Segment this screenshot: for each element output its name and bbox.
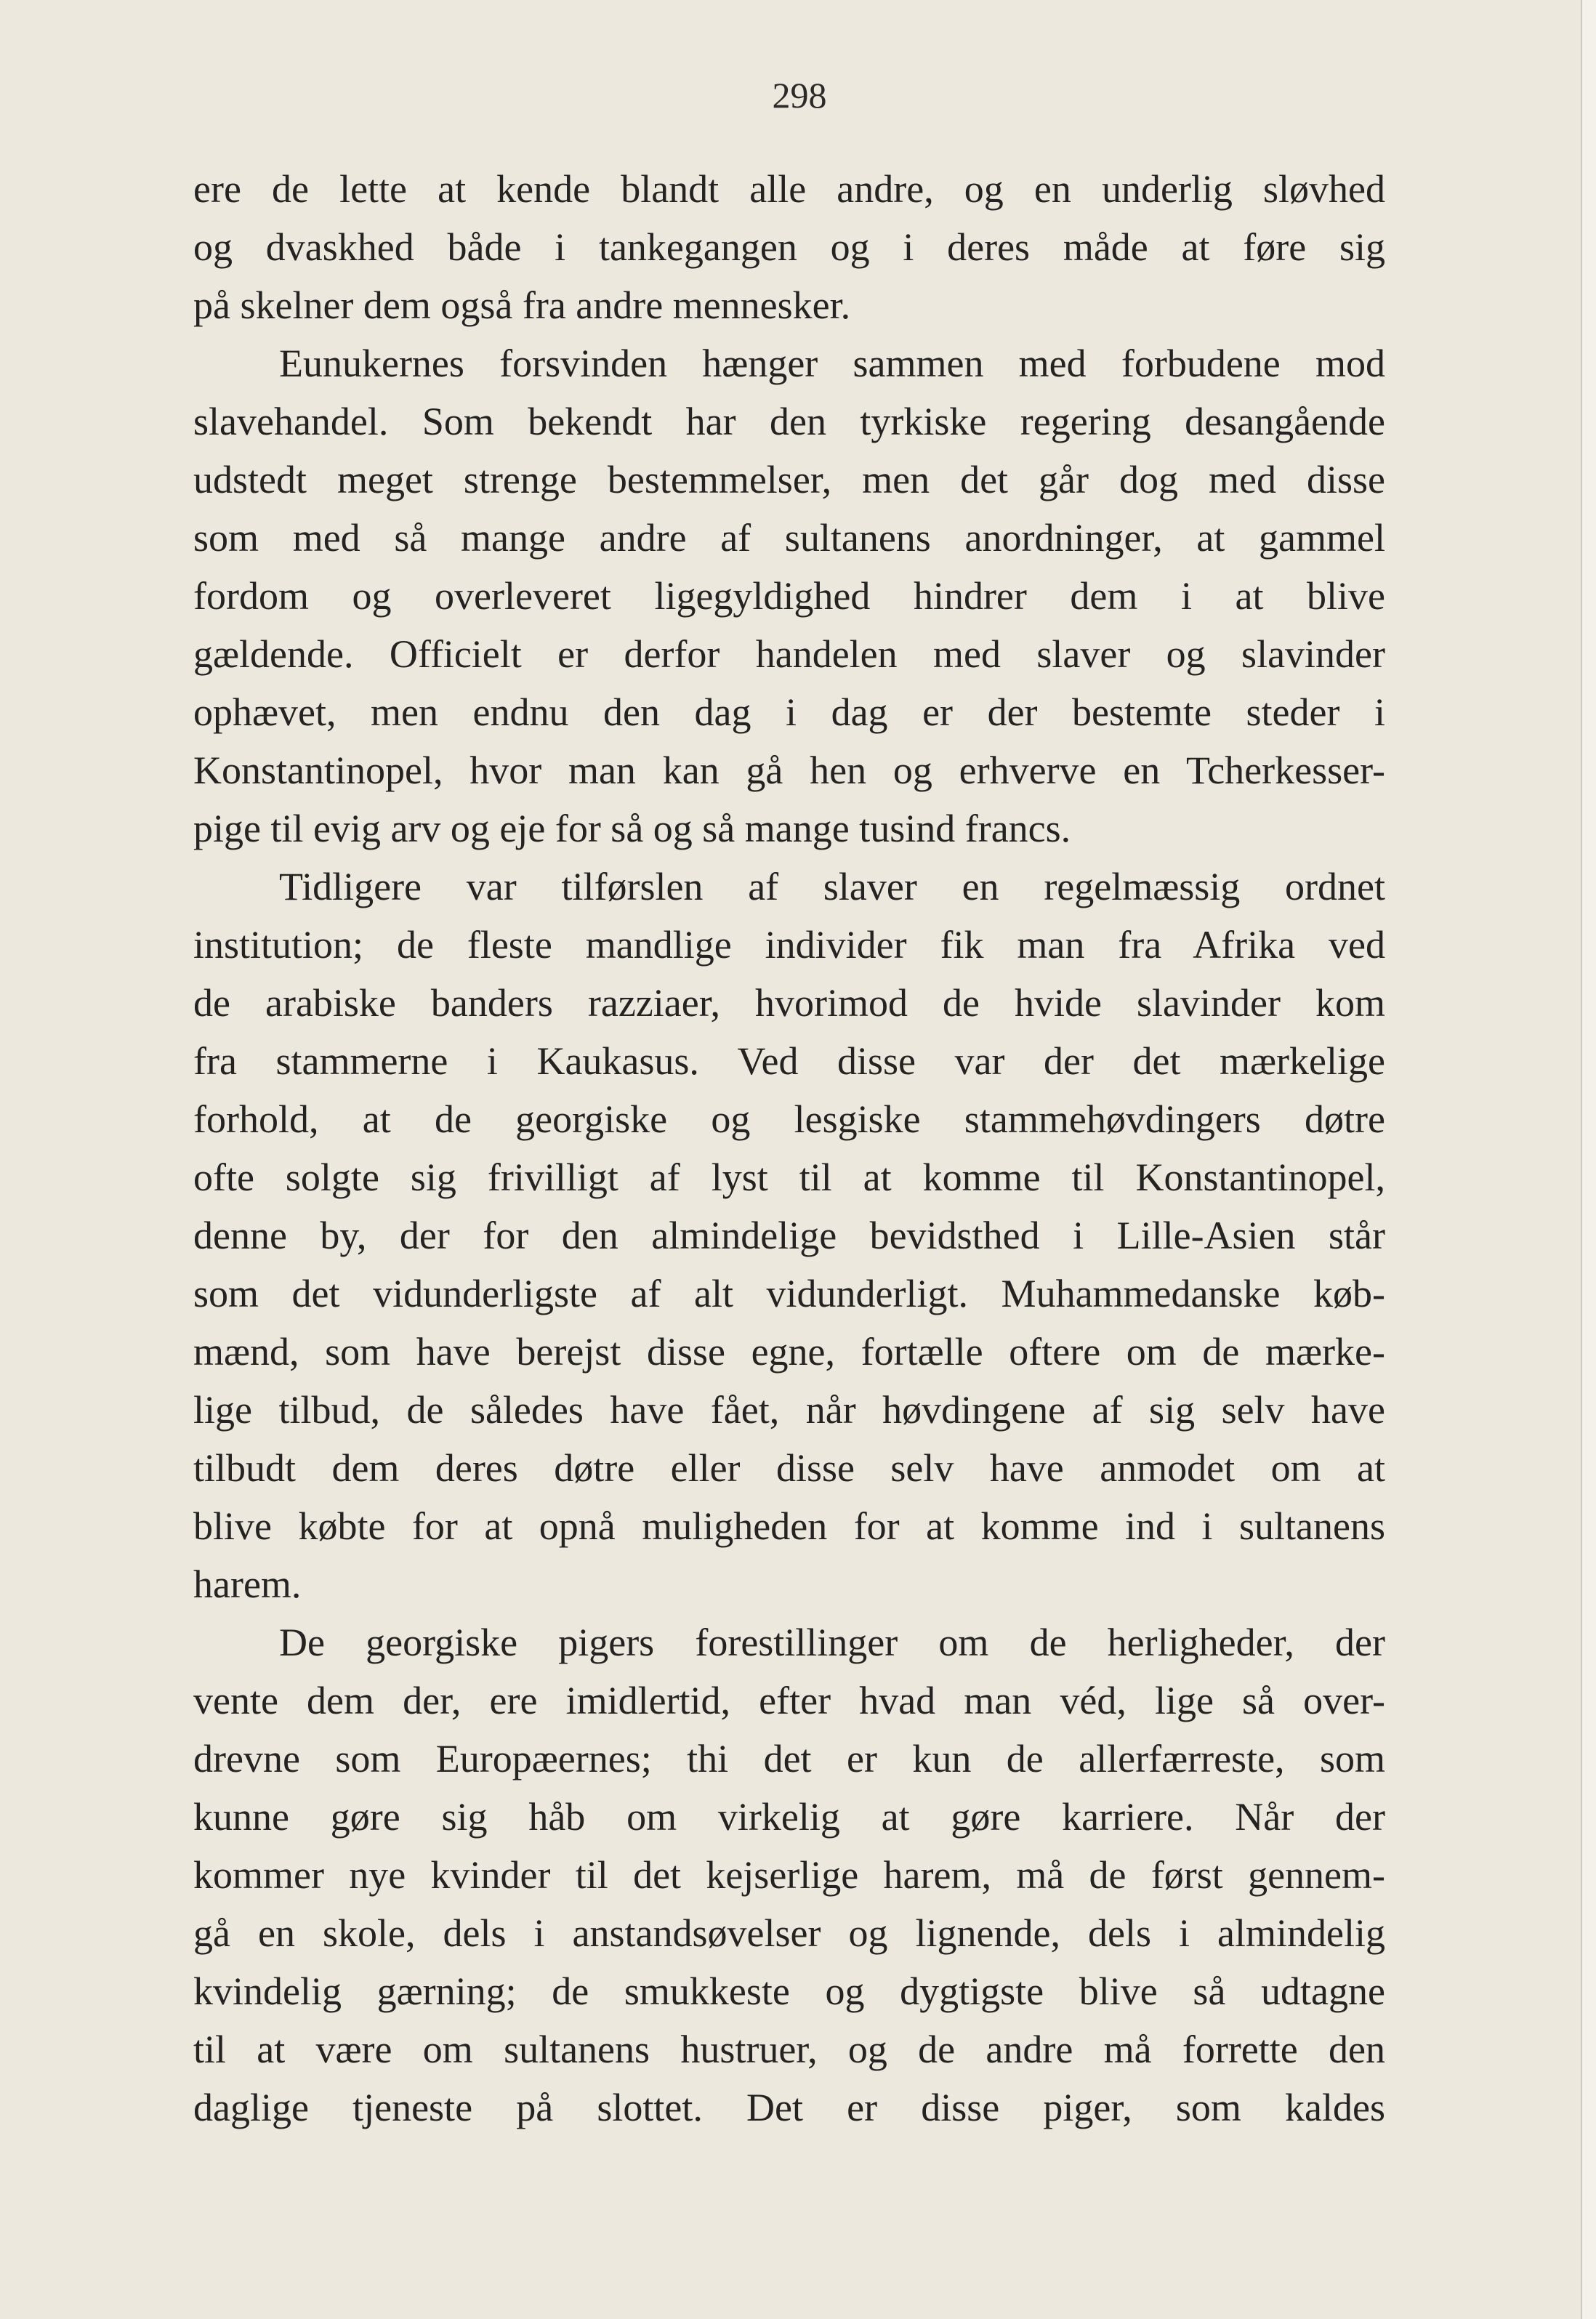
text-line: pige til evig arv og eje for så og så mange tusind francs. xyxy=(193,807,1071,850)
text-line: og dvaskhed både i tankegangen og i deres måde at føre sig xyxy=(193,225,1385,269)
text-line: Konstantinopel, hvor man kan gå hen og erhverve en Tcherkesser- xyxy=(193,749,1385,792)
text-line: drevne som Europæernes; thi det er kun de allerfærreste, som xyxy=(193,1737,1385,1780)
page-number: 298 xyxy=(772,75,827,116)
text-line: udstedt meget strenge bestemmelser, men det går dog med disse xyxy=(193,458,1385,501)
text-line: ere de lette at kende blandt alle andre, og en underlig sløvhed xyxy=(193,167,1385,211)
text-line: mænd, som have berejst disse egne, fortælle oftere om de mærke- xyxy=(193,1330,1385,1374)
text-line: harem. xyxy=(193,1562,302,1606)
text-line: denne by, der for den almindelige bevidsthed i Lille-Asien står xyxy=(193,1214,1385,1257)
text-line: ophævet, men endnu den dag i dag er der bestemte steder i xyxy=(193,690,1385,734)
text-line: som det vidunderligste af alt vidunderligt. Muhammedanske køb- xyxy=(193,1272,1385,1315)
text-line: ofte solgte sig frivilligt af lyst til at komme til Konstantinopel, xyxy=(193,1156,1385,1199)
text-line: kommer nye kvinder til det kejserlige harem, må de først gennem- xyxy=(193,1853,1385,1897)
text-line: de arabiske banders razziaer, hvorimod de hvide slavinder kom xyxy=(193,981,1385,1025)
text-line: fordom og overleveret ligegyldighed hindrer dem i at blive xyxy=(193,574,1385,618)
text-line: lige tilbud, de således have fået, når høvdingene af sig selv have xyxy=(193,1388,1385,1432)
page-edge xyxy=(1581,0,1596,2319)
text-line: til at være om sultanens hustruer, og de andre må forrette den xyxy=(193,2028,1385,2071)
text-line: kunne gøre sig håb om virkelig at gøre karriere. Når der xyxy=(193,1795,1385,1839)
text-line: gældende. Officielt er derfor handelen med slaver og slavinder xyxy=(193,632,1385,676)
text-line: gå en skole, dels i anstandsøvelser og lignende, dels i almindelig xyxy=(193,1911,1385,1955)
text-line: institution; de fleste mandlige individer fik man fra Afrika ved xyxy=(193,923,1385,967)
text-line: blive købte for at opnå muligheden for at komme ind i sultanens xyxy=(193,1504,1385,1548)
text-line: som med så mange andre af sultanens anordninger, at gammel xyxy=(193,516,1385,560)
text-line: tilbudt dem deres døtre eller disse selv have anmodet om at xyxy=(193,1446,1385,1490)
text-line: fra stammerne i Kaukasus. Ved disse var der det mærkelige xyxy=(193,1039,1385,1083)
text-line: kvindelig gærning; de smukkeste og dygtigste blive så udtagne xyxy=(193,1969,1385,2013)
text-line: slavehandel. Som bekendt har den tyrkiske regering desangående xyxy=(193,400,1385,443)
paragraph-start-line: De georgiske pigers forestillinger om de herligheder, der xyxy=(279,1621,1385,1664)
body-text xyxy=(193,160,1385,2137)
text-line: vente dem der, ere imidlertid, efter hvad man véd, lige så over- xyxy=(193,1679,1385,1722)
paragraph-start-line: Eunukernes forsvinden hænger sammen med forbudene mod xyxy=(279,342,1385,385)
paragraph-start-line: Tidligere var tilførslen af slaver en regelmæssig ordnet xyxy=(279,865,1385,908)
text-line: på skelner dem også fra andre mennesker. xyxy=(193,283,851,327)
text-line: daglige tjeneste på slottet. Det er disse piger, som kaldes xyxy=(193,2086,1385,2129)
text-line: forhold, at de georgiske og lesgiske stammehøvdingers døtre xyxy=(193,1097,1385,1141)
